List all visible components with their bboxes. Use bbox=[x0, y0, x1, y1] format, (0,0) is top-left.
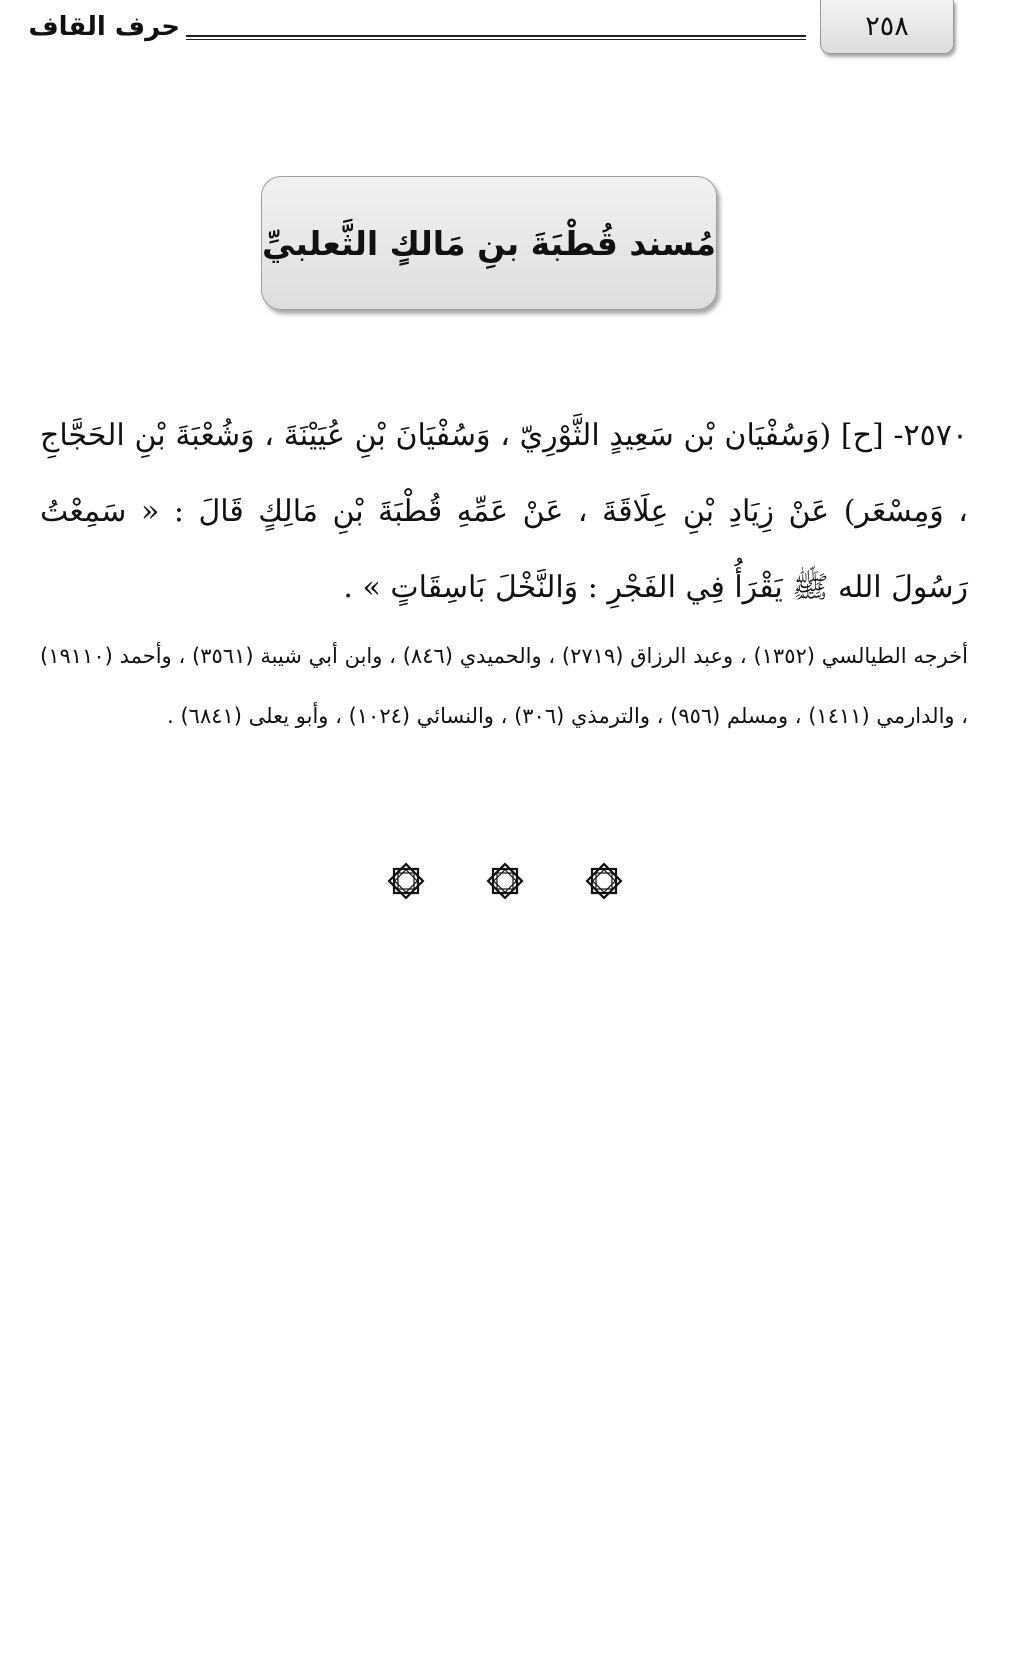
header-rule bbox=[186, 35, 806, 40]
ornament-star-icon bbox=[484, 860, 526, 902]
hadith-text: [ح] (وَسُفْيَان بْن سَعِيدٍ الثَّوْرِيّ ، وَسُفْيَانَ بْنِ عُيَيْنَةَ ، وَشُعْبَةَ بْنِ الحَجَّاجِ ، وَمِسْعَر) عَنْ زِيَادِ بْنِ عِلَاقَةَ ، عَنْ عَمِّهِ قُطْبَةَ بْنِ مَالِكٍ قَالَ : « سَمِعْتُ رَسُولَ الله ﷺ يَقْرَأُ فِي الفَجْرِ : وَالنَّخْلَ بَاسِقَاتٍ » . bbox=[40, 418, 968, 605]
chapter-title: حرف القاف bbox=[28, 12, 180, 42]
ornament-divider bbox=[385, 858, 625, 904]
hadith-number: ٢٥٧٠- bbox=[893, 418, 968, 453]
hadith-paragraph bbox=[40, 398, 968, 626]
footnote: أخرجه الطيالسي (١٣٥٢) ، وعبد الرزاق (٢٧١٩) ، والحميدي (٨٤٦) ، وابن أبي شيبة (٣٥٦١) ، وأحمد (١٩١١٠) ، والدارمي (١٤١١) ، ومسلم (٩٥٦) ، والترمذي (٣٠٦) ، والنسائي (١٠٢٤) ، وأبو يعلى (٦٨٤١) . bbox=[40, 644, 968, 728]
page-number: ٢٥٨ bbox=[865, 11, 909, 42]
ornament-star-icon bbox=[385, 860, 427, 902]
ornament-star-icon bbox=[583, 860, 625, 902]
section-title: مُسند قُطْبَةَ بنِ مَالكٍ الثَّعلبيِّ bbox=[262, 223, 716, 263]
section-title-box bbox=[261, 176, 717, 310]
page-number-tab bbox=[820, 0, 954, 54]
